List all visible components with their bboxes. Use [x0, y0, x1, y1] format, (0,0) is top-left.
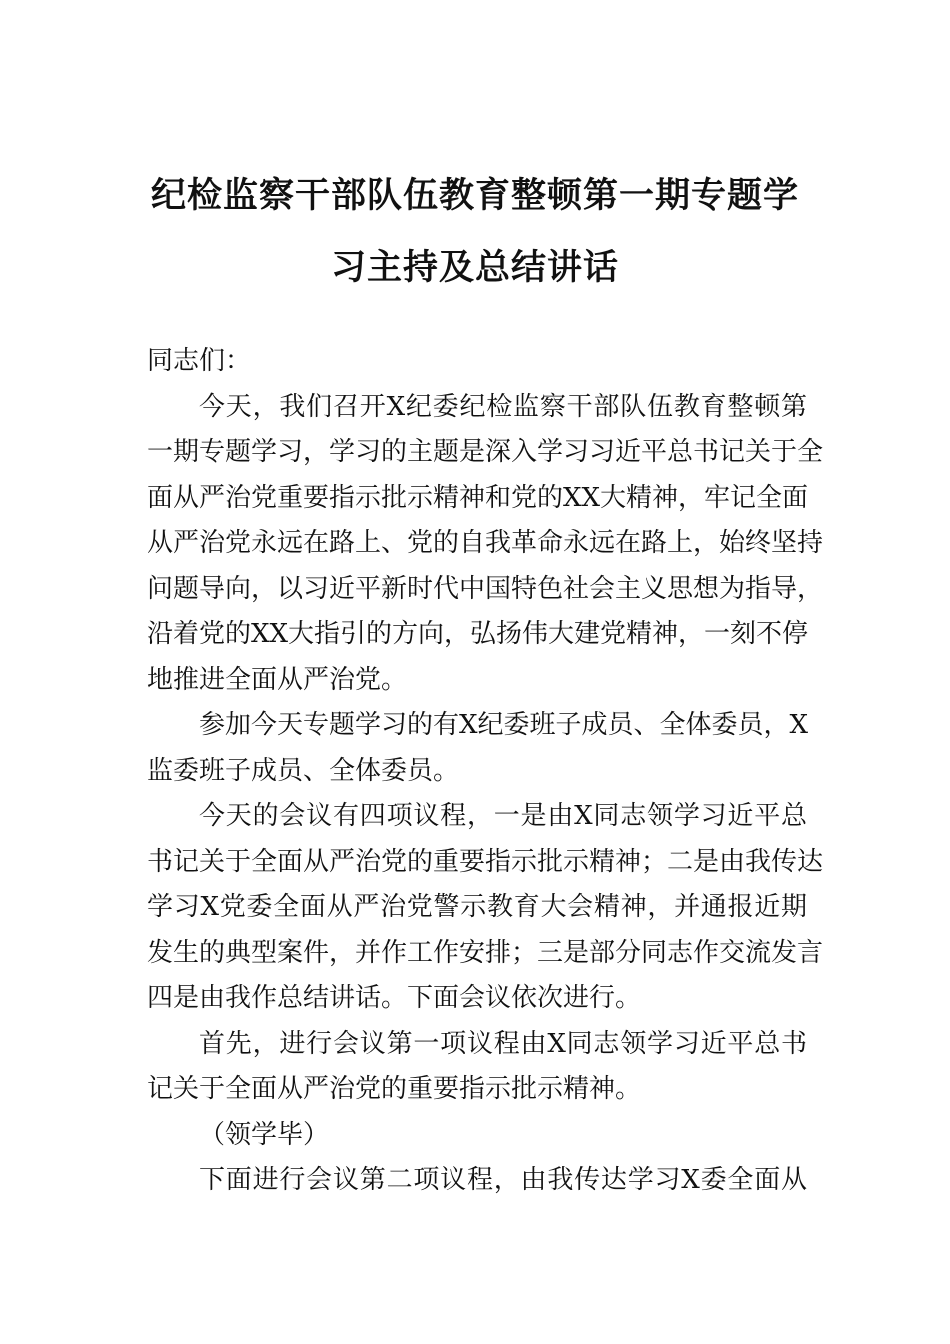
- body-line: （领学毕）: [199, 1119, 330, 1150]
- body-line: 参加今天专题学习的有X纪委班子成员、全体委员，X: [199, 710, 809, 740]
- body-line: 今天的会议有四项议程，一是由X同志领学习近平总: [199, 801, 807, 831]
- body-line: 今天，我们召开X纪委纪检监察干部队伍教育整顿第: [199, 391, 807, 422]
- document-title-line-2: 习主持及总结讲话: [330, 248, 619, 288]
- document-title-line-1: 纪检监察干部队伍教育整顿第一期专题学: [150, 176, 799, 216]
- body-line: 地推进全面从严治党。: [147, 664, 408, 695]
- salutation: 同志们：: [147, 346, 252, 376]
- body-line: 记关于全面从严治党的重要指示批示精神。: [147, 1074, 642, 1104]
- body-line: 发生的典型案件，并作工作安排；三是部分同志作交流发言: [147, 937, 824, 968]
- body-line: 学习X党委全面从严治党警示教育大会精神，并通报近期: [147, 892, 807, 922]
- body-line: 下面进行会议第二项议程，由我传达学习X委全面从: [199, 1165, 807, 1195]
- body-line: 四是由我作总结讲话。下面会议依次进行。: [147, 983, 642, 1013]
- body-line: 沿着党的XX大指引的方向，弘扬伟大建党精神，一刻不停: [147, 619, 809, 649]
- body-line: 首先，进行会议第一项议程由X同志领学习近平总书: [199, 1028, 807, 1059]
- body-line: 书记关于全面从严治党的重要指示批示精神；二是由我传达: [147, 846, 824, 877]
- document-body: [147, 339, 824, 1204]
- body-line: 面从严治党重要指示批示精神和党的XX大精神，牢记全面: [147, 482, 809, 513]
- body-line: 问题导向，以习近平新时代中国特色社会主义思想为指导，: [147, 573, 824, 604]
- body-line: 从严治党永远在路上、党的自我革命永远在路上，始终坚持: [147, 528, 824, 558]
- body-line: 监委班子成员、全体委员。: [147, 755, 460, 786]
- body-line: 一期专题学习，学习的主题是深入学习习近平总书记关于全: [147, 437, 824, 467]
